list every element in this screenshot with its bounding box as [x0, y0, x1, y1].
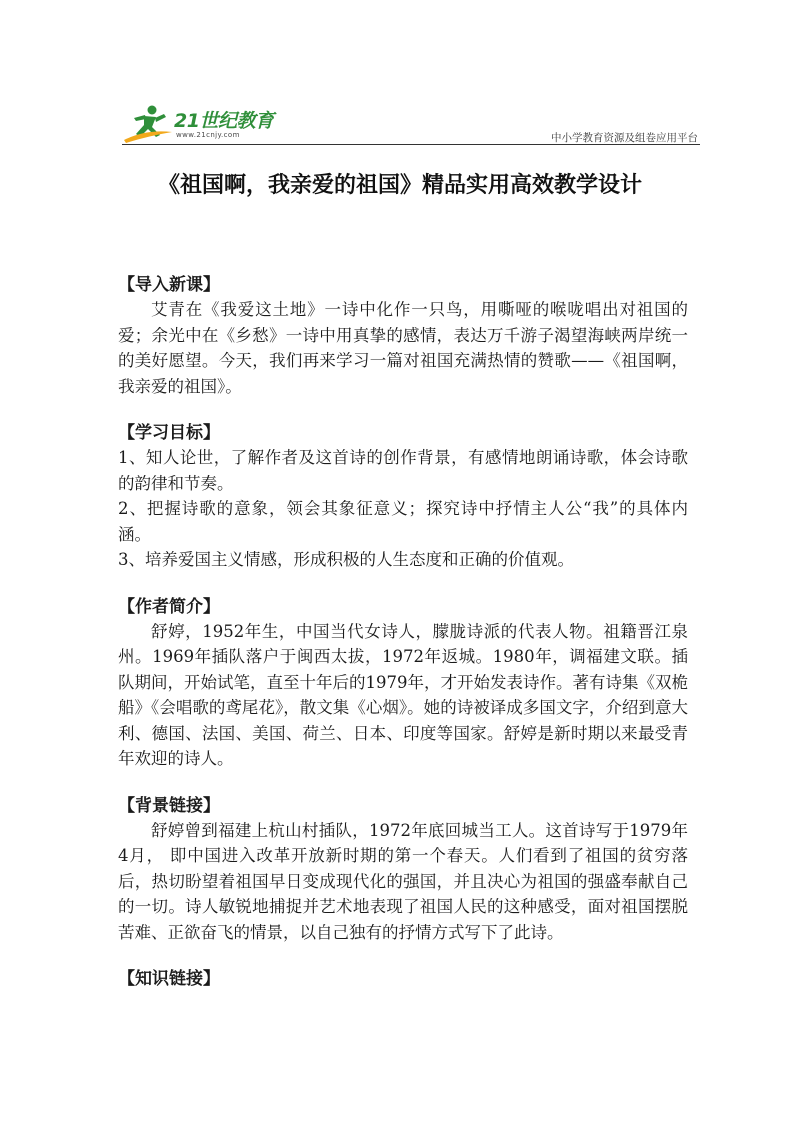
platform-label: 中小学教育资源及组卷应用平台 [551, 132, 698, 144]
section-background [118, 794, 688, 946]
section-objectives [118, 421, 688, 573]
list-item: 3、培养爱国主义情感，形成积极的人生态度和正确的价值观。 [118, 550, 574, 569]
paragraph: 舒婷，1952年生，中国当代女诗人，朦胧诗派的代表人物。祖籍晋江泉州。1969年插队落户于闽西太拔，1972年返城。1980年，调福建文联。插队期间，开始试笔，直至十年后的1979年，才开始发表诗作。著有诗集《双桅船》《会唱歌的鸢尾花》，散文集《心烟》。她的诗被译成多国文字，介绍到意大利、德国、法国、美国、荷兰、日本、印度等国家。舒婷是新时期以来最受青年欢迎的诗人。 [118, 621, 688, 768]
section-heading: 【知识链接】 [118, 969, 220, 989]
section-heading: 【作者简介】 [118, 596, 220, 617]
section-knowledge [118, 967, 688, 991]
section-heading: 【学习目标】 [118, 423, 220, 443]
logo-url: www.21cnjy.com [176, 131, 240, 139]
runner-icon [122, 103, 174, 143]
document-body [118, 273, 688, 1013]
section-heading: 【导入新课】 [118, 275, 220, 295]
logo-text: 21世纪教育 [174, 110, 274, 132]
section-author [118, 595, 688, 772]
list-item: 2、把握诗歌的意象，领会其象征意义；探究诗中抒情主人公“我”的具体内涵。 [118, 499, 688, 544]
list-item: 1、知人论世，了解作者及这首诗的创作背景，有感情地朗诵诗歌，体会诗歌的韵律和节奏。 [118, 448, 688, 493]
logo [122, 103, 282, 143]
section-intro [118, 273, 688, 399]
section-heading: 【背景链接】 [118, 795, 220, 816]
paragraph: 舒婷曾到福建上杭山村插队，1972年底回城当工人。这首诗写于1979年4月， 即中国进入改革开放新时期的第一个春天。人们看到了祖国的贫穷落后，热切盼望着祖国早日变成现代化的强国，并且决心为祖国的强盛奉献自己的一切。诗人敏锐地捕捉并艺术地表现了祖国人民的这种感受，面对祖国摆脱苦难、正欲奋飞的情景，以自己独有的抒情方式写下了此诗。 [118, 820, 688, 942]
page-header [122, 103, 700, 147]
paragraph: 艾青在《我爱这土地》一诗中化作一只鸟，用嘶哑的喉咙唱出对祖国的爱；余光中在《乡愁》一诗中用真挚的感情，表达万千游子渴望海峡两岸统一的美好愿望。今天，我们再来学习一篇对祖国充满热情的赞歌——《祖国啊，我亲爱的祖国》。 [118, 300, 688, 396]
page-title: 《祖国啊，我亲爱的祖国》精品实用高效教学设计 [157, 173, 642, 198]
header-divider [122, 144, 700, 145]
